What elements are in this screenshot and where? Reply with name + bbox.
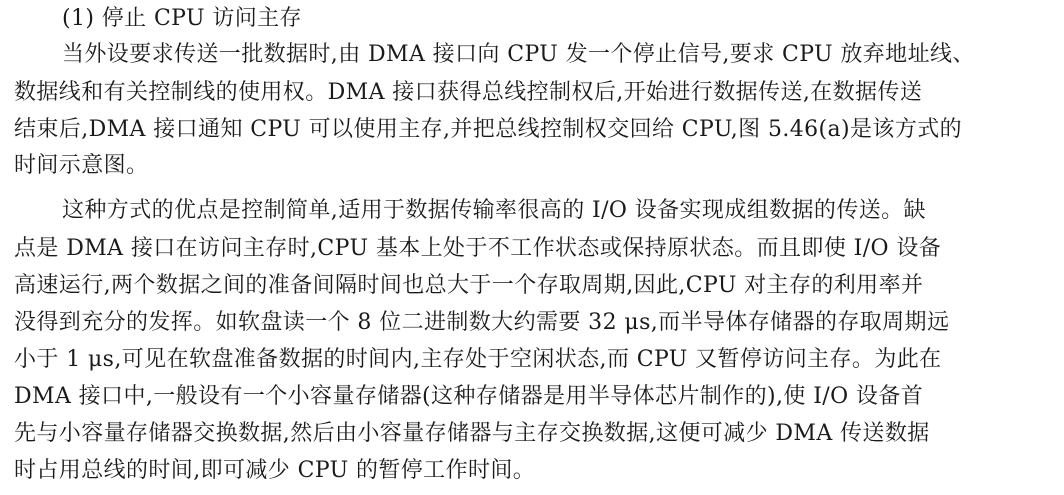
paragraph-line: 时占用总线的时间,即可减少 CPU 的暂停工作时间。 [14, 458, 536, 483]
paragraph-line: 高速运行,两个数据之间的准备间隔时间也总大于一个存取周期,因此,CPU 对主存的利用率并 [14, 273, 924, 298]
paragraph-line: 时间示意图。 [14, 153, 149, 178]
paragraph-line: 数据线和有关控制线的使用权。DMA 接口获得总线控制权后,开始进行数据传送,在数据传送 [14, 80, 923, 105]
paragraph-line: 小于 1 μs,可见在软盘准备数据的时间内,主存处于空闲状态,而 CPU 又暂停访问主存。为此在 [14, 347, 942, 372]
paragraph-line: 当外设要求传送一批数据时,由 DMA 接口向 CPU 发一个停止信号,要求 CPU 放弃地址线、 [62, 42, 975, 67]
paragraph-line: DMA 接口中,一般设有一个小容量存储器(这种存储器是用半导体芯片制作的),使 I/O 设备首 [14, 384, 924, 409]
paragraph-line: 结束后,DMA 接口通知 CPU 可以使用主存,并把总线控制权交回给 CPU,图 5.46(a)是该方式的 [14, 117, 963, 142]
section-heading: (1) 停止 CPU 访问主存 [62, 6, 302, 31]
paragraph-line: 点是 DMA 接口在访问主存时,CPU 基本上处于不工作状态或保持原状态。而且即使 I/O 设备 [14, 236, 942, 261]
paragraph-line: 这种方式的优点是控制简单,适用于数据传输率很高的 I/O 设备实现成组数据的传送。缺 [62, 198, 926, 223]
paragraph-line: 先与小容量存储器交换数据,然后由小容量存储器与主存交换数据,这便可减少 DMA 传送数据 [14, 421, 930, 446]
paragraph-line: 没得到充分的发挥。如软盘读一个 8 位二进制数大约需要 32 μs,而半导体存储器的存取周期远 [14, 310, 950, 335]
